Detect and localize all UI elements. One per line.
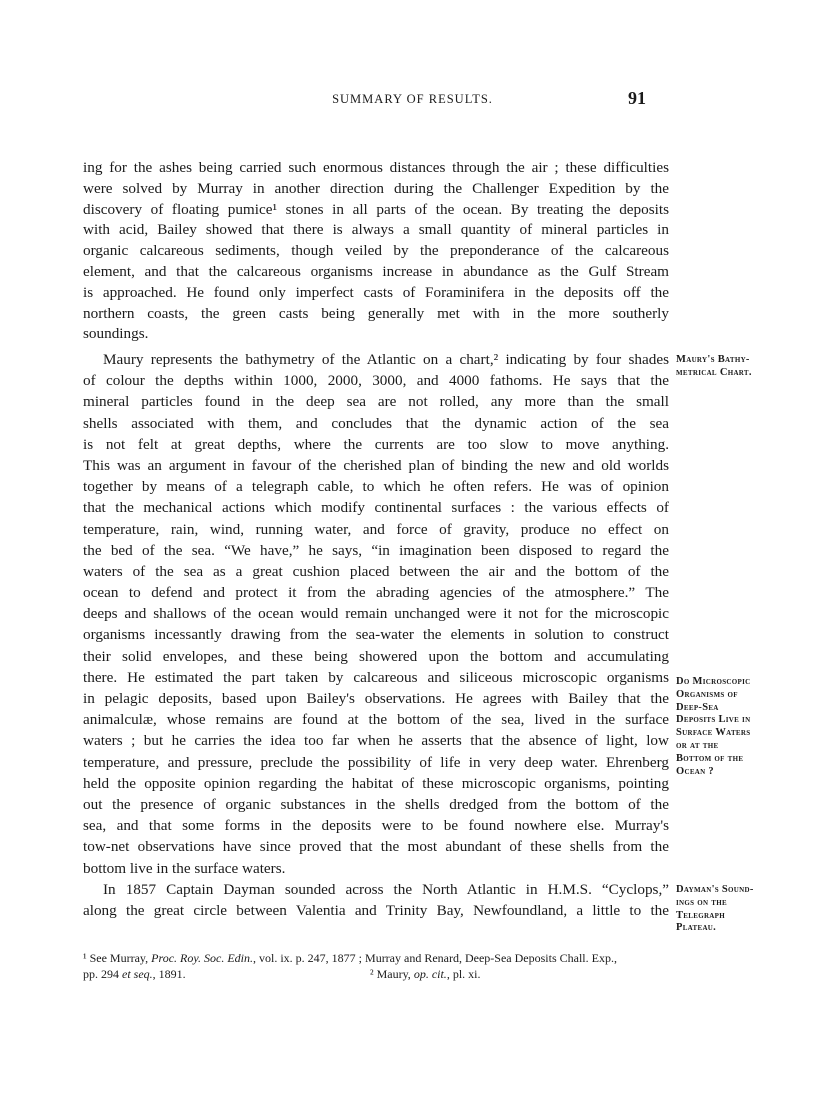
text-line: This was an argument in favour of the cherished plan of binding the new and old worlds [83, 456, 669, 474]
text-line: with acid, Bailey showed that there is always a small quantity of mineral particles in [83, 221, 669, 239]
text-line: of colour the depths within 1000, 2000, 3000, and 4000 fathoms. He says that the [83, 372, 669, 390]
paragraph-1 [83, 158, 669, 345]
margin-note-bathymetrical-chart [676, 354, 752, 380]
footnote-text: , pl. xi. [446, 967, 481, 981]
text-line: together by means of a telegraph cable, to which he often refers. He was of opinion [83, 478, 669, 496]
text-line: is approached. He found only imperfect casts of Foraminifera in the deposits off the [83, 283, 669, 301]
text-line: tow-net observations have since proved that the most abundant of these shells from the [83, 838, 669, 856]
text-line: along the great circle between Valentia and Trinity Bay, Newfoundland, a little to the [83, 901, 669, 919]
text-line: northern coasts, the green casts being generally met with in the more southerly [83, 304, 669, 322]
footnote-1 [83, 950, 617, 966]
text-line: temperature, and pressure, preclude the possibility of life in very deep water. Ehrenberg [83, 753, 669, 771]
text-line: ing for the ashes being carried such enormous distances through the air ; these difficulties [83, 159, 669, 176]
text-line: that the mechanical actions which modify continental surfaces : the various effects of [83, 499, 669, 517]
footnote-text: pp. 294 [83, 967, 122, 981]
margin-note-line: Plateau. [676, 922, 717, 934]
text-line: shells associated with them, and concludes that the dynamic action of the sea [83, 414, 669, 432]
text-line: is not felt at great depths, where the currents are too slow to move anything. [83, 435, 669, 453]
text-line: Maury represents the bathymetry of the Atlantic on a chart,² indicating by four shades [103, 351, 669, 368]
footnote-citation-italic: op. cit. [413, 967, 447, 981]
margin-note-line: Telegraph [676, 909, 725, 921]
text-line: held the opposite opinion regarding the habitat of these microscopic organisms, pointing [83, 774, 669, 792]
text-line: waters of the sea as a great cushion placed between the air and the bottom of the [83, 562, 669, 580]
footnote-2 [370, 966, 480, 982]
text-line: ocean to defend and protect it from the abrading agencies of the atmosphere.” The [83, 584, 669, 602]
margin-note-line: Deposits Live in [676, 714, 751, 726]
footnote-citation-italic: Proc. Roy. Soc. Edin. [151, 951, 254, 965]
footnote-text: ¹ See Murray, [83, 951, 152, 965]
margin-note-line: Dayman's Sound- [676, 884, 754, 895]
margin-note-line: Do Microscopic [676, 676, 751, 687]
footnote-text: , vol. ix. p. 247, 1877 ; Murray and Renard, Deep-Sea Deposits Chall. Exp., [253, 951, 617, 965]
text-line: soundings. [83, 325, 149, 343]
margin-note-microscopic-organisms [676, 676, 751, 778]
page-number: 91 [628, 88, 646, 108]
text-line: their solid envelopes, and these being showered upon the bottom and accumulating [83, 647, 669, 665]
margin-note-line: metrical Chart. [676, 366, 752, 378]
text-line: there. He estimated the part taken by calcareous and siliceous microscopic organisms [83, 668, 669, 686]
text-line: the bed of the sea. “We have,” he says, “in imagination been disposed to regard the [83, 541, 669, 559]
footnote-1-continued [83, 966, 186, 982]
margin-note-line: ings on the [676, 896, 727, 908]
text-line: discovery of floating pumice¹ stones in all parts of the ocean. By treating the deposits [83, 200, 669, 218]
text-line: organisms incessantly drawing from the sea-water the elements in solution to construct [83, 626, 669, 644]
text-line: waters ; but he carries the idea too far when he asserts that the absence of light, low [83, 732, 669, 750]
paragraph-2 [83, 349, 669, 879]
margin-note-line: Ocean ? [676, 765, 714, 777]
text-line: sea, and that some forms in the deposits were to be found nowhere else. Murray's [83, 817, 669, 835]
text-line: deeps and shallows of the ocean would remain unchanged were it not for the microscopic [83, 605, 669, 623]
footnote-text: ² Maury, [370, 967, 414, 981]
margin-note-line: Bottom of the [676, 752, 744, 764]
margin-note-line: Organisms of [676, 688, 738, 700]
text-line: out the presence of organic substances in the shells dredged from the bottom of the [83, 795, 669, 813]
text-line: bottom live in the surface waters. [83, 859, 286, 877]
paragraph-3 [83, 880, 669, 922]
text-line: element, and that the calcareous organisms increase in abundance as the Gulf Stream [83, 262, 669, 280]
text-line: in pelagic deposits, based upon Bailey's observations. He agrees with Bailey that the [83, 690, 669, 707]
text-line: were solved by Murray in another direction during the Challenger Expedition by the [83, 179, 669, 197]
margin-note-dayman-soundings [676, 884, 754, 935]
footnote-text: , 1891. [152, 967, 186, 981]
text-line: mineral particles found in the deep sea are not rolled, any more than the small [83, 393, 669, 411]
margin-note-line: or at the [676, 739, 719, 751]
margin-note-line: Surface Waters [676, 727, 751, 739]
text-line: animalculæ, whose remains are found at the bottom of the sea, lived in the surface [83, 711, 669, 729]
text-line: organic calcareous sediments, though veiled by the preponderance of the calcareous [83, 242, 669, 260]
text-line: temperature, rain, wind, running water, and force of gravity, produce no effect on [83, 520, 669, 538]
running-header: SUMMARY OF RESULTS. [332, 92, 493, 106]
margin-note-line: Deep-Sea [676, 701, 719, 713]
margin-note-line: Maury's Bathy- [676, 354, 750, 365]
footnote-citation-italic: et seq. [122, 967, 153, 981]
text-line: In 1857 Captain Dayman sounded across the North Atlantic in H.M.S. “Cyclops,” [103, 881, 669, 898]
